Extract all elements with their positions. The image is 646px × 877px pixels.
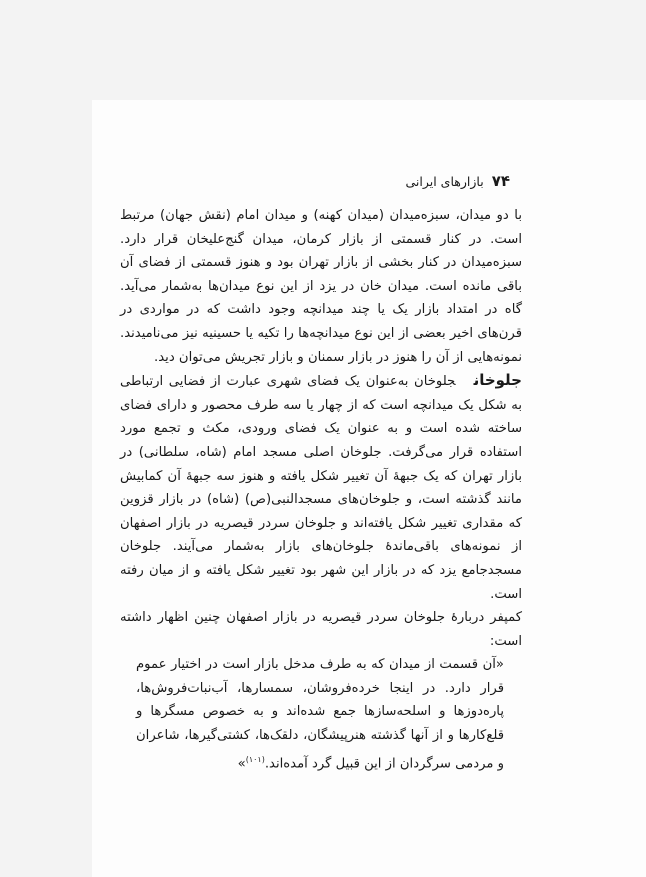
quote-close: » [237,756,246,772]
paragraph-jelokhan [120,369,522,606]
page-body [120,204,522,776]
section-term: جلوخان [473,371,522,390]
page-header [130,168,510,194]
page-number: ۷۴ [491,172,510,190]
footnote-ref: (۱۰۱) [245,754,265,764]
block-quote [120,653,522,775]
paragraph-intro: کمپفر دربارهٔ جلوخان سردر قیصریه در بازار اصفهان چنین اظهار داشته است: [120,610,522,649]
paragraph-squares: با دو میدان، سبزه‌میدان (میدان کهنه) و میدان امام (نقش جهان) مرتبط است. در کنار قسمتی از بازار کرمان، میدان گنج‌علیخان قرار دارد. سبزه‌میدان در کنار بخشی از بازار تهران بود و هنوز قسمتی از فضای آن باقی مانده است. میدان خان در یزد از این نوع میدان‌ها به‌شمار می‌آید. گاه در امتداد بازار یک یا چند میدانچه وجود داشت که در مواردی در قرن‌های اخیر بعضی از این نوع میدانچه‌ها را تکیه یا حسینیه نیز می‌نامیدند. نمونه‌هایی از آن را هنوز در بازار سمنان و بازار تجریش می‌توان دید. [120,208,522,365]
section-text: جلوخان به‌عنوان یک فضای شهری عبارت از فضایی ارتباطی به شکل یک میدانچه است که از چهار یا سه طرف محصور و دارای فضای ساخته شده است و به عنوان یک فضای ورودی، مکث و تجمع مورد استفاده قرار می‌گرفت. جلوخان اصلی مسجد امام (شاه، سلطانی) در بازار تهران که یک جبههٔ آن تغییر شکل یافته و هنوز سه جبههٔ آن کمابیش مانند گذشته است، و جلوخان‌های مسجدالنبی(ص) (شاه) در بازار قزوین که مقداری تغییر شکل یافته‌اند و جلوخان سردر قیصریه در بازار اصفهان از نمونه‌های باقی‌ماندهٔ جلوخان‌های بازار به‌شمار می‌آیند. جلوخان مسجدجامع یزد که در بازار این شهر بود تغییر شکل یافته و از میان رفته است. [120,374,522,602]
running-title: بازارهای ایرانی [405,173,484,189]
quote-text: «آن قسمت از میدان که به طرف مدخل بازار است در اختیار عموم قرار دارد. در اینجا خرده‌فروشان، سمسارها، آب‌نبات‌فروش‌ها، پاره‌دوزها و اسلحه‌سازها جمع شده‌اند و به خصوص مسگرها و قلع‌کارها و از آنها گذشته هنرپیشگان، دلقک‌ها، کشتی‌گیرها، شاعران و مردمی سرگردان از این قبیل گرد آمده‌اند. [136,657,504,772]
